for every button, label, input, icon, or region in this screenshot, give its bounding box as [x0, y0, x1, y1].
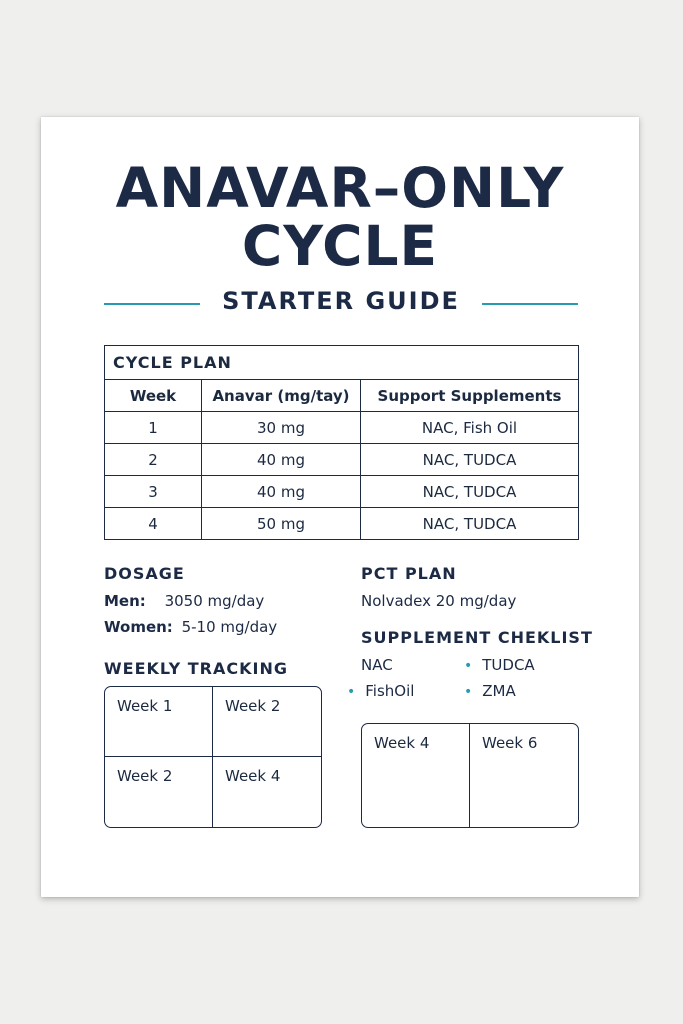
column-header-anavar: Anavar (mg/tay) — [202, 380, 361, 412]
pct-text: Nolvadex 20 mg/day — [361, 592, 517, 610]
cycle-plan-table — [104, 345, 579, 540]
checklist-item — [347, 682, 414, 700]
table-row — [105, 508, 578, 540]
checklist-item — [361, 656, 393, 674]
dosage-men — [104, 592, 264, 610]
checklist-item-label: FishOil — [365, 682, 415, 700]
tracking-cell[interactable]: Week 1 — [105, 687, 213, 757]
cell-week: 1 — [105, 412, 202, 444]
cell-dose: 50 mg — [202, 508, 361, 540]
dosage-heading: DOSAGE — [104, 564, 185, 583]
bullet-icon: • — [464, 684, 473, 700]
column-header-supplements: Support Supplements — [361, 380, 579, 412]
dosage-men-value: 3050 mg/day — [164, 592, 265, 610]
subtitle-row — [104, 285, 578, 319]
right-tracking-grid — [361, 723, 579, 828]
checklist-item-label: NAC — [361, 656, 393, 674]
cell-supplements: NAC, Fish Oil — [361, 412, 579, 444]
pct-heading: PCT PLAN — [361, 564, 457, 583]
subtitle: STARTER GUIDE — [222, 287, 460, 315]
cell-week: 3 — [105, 476, 202, 508]
cell-week: 4 — [105, 508, 202, 540]
cell-supplements: NAC, TUDCA — [361, 444, 579, 476]
guide-sheet — [41, 117, 639, 897]
weekly-tracking-grid — [104, 686, 322, 828]
column-header-week: Week — [105, 380, 202, 412]
table-row — [105, 412, 578, 444]
dosage-women — [104, 618, 277, 636]
title-line-2: CYCLE — [241, 214, 439, 278]
cell-supplements: NAC, TUDCA — [361, 476, 579, 508]
weekly-tracking-heading: WEEKLY TRACKING — [104, 659, 288, 678]
checklist-item — [464, 682, 516, 700]
dosage-women-label: Women: — [104, 618, 173, 636]
subtitle-rule-right — [482, 303, 578, 305]
cell-dose: 30 mg — [202, 412, 361, 444]
cell-supplements: NAC, TUDCA — [361, 508, 579, 540]
tracking-cell[interactable]: Week 2 — [213, 687, 321, 757]
table-row — [105, 476, 578, 508]
cell-dose: 40 mg — [202, 476, 361, 508]
tracking-cell[interactable]: Week 6 — [482, 734, 538, 752]
checklist-item-label: ZMA — [482, 682, 516, 700]
tracking-cell[interactable]: Week 4 — [362, 724, 470, 827]
checklist-item-label: TUDCA — [482, 656, 535, 674]
checklist-item — [464, 656, 535, 674]
cell-dose: 40 mg — [202, 444, 361, 476]
tracking-cell[interactable]: Week 4 — [225, 767, 281, 785]
tracking-cell[interactable]: Week 2 — [105, 757, 213, 827]
dosage-men-label: Men: — [104, 592, 146, 610]
cell-week: 2 — [105, 444, 202, 476]
bullet-icon: • — [464, 658, 473, 674]
cycle-plan-heading: CYCLE PLAN — [105, 346, 578, 380]
table-row — [105, 444, 578, 476]
bullet-icon: • — [347, 684, 356, 700]
title-line-1: ANAVAR–ONLY — [115, 156, 565, 220]
supplement-checklist-heading: SUPPLEMENT CHEKLIST — [361, 628, 593, 647]
dosage-women-value: 5-10 mg/day — [181, 618, 278, 636]
